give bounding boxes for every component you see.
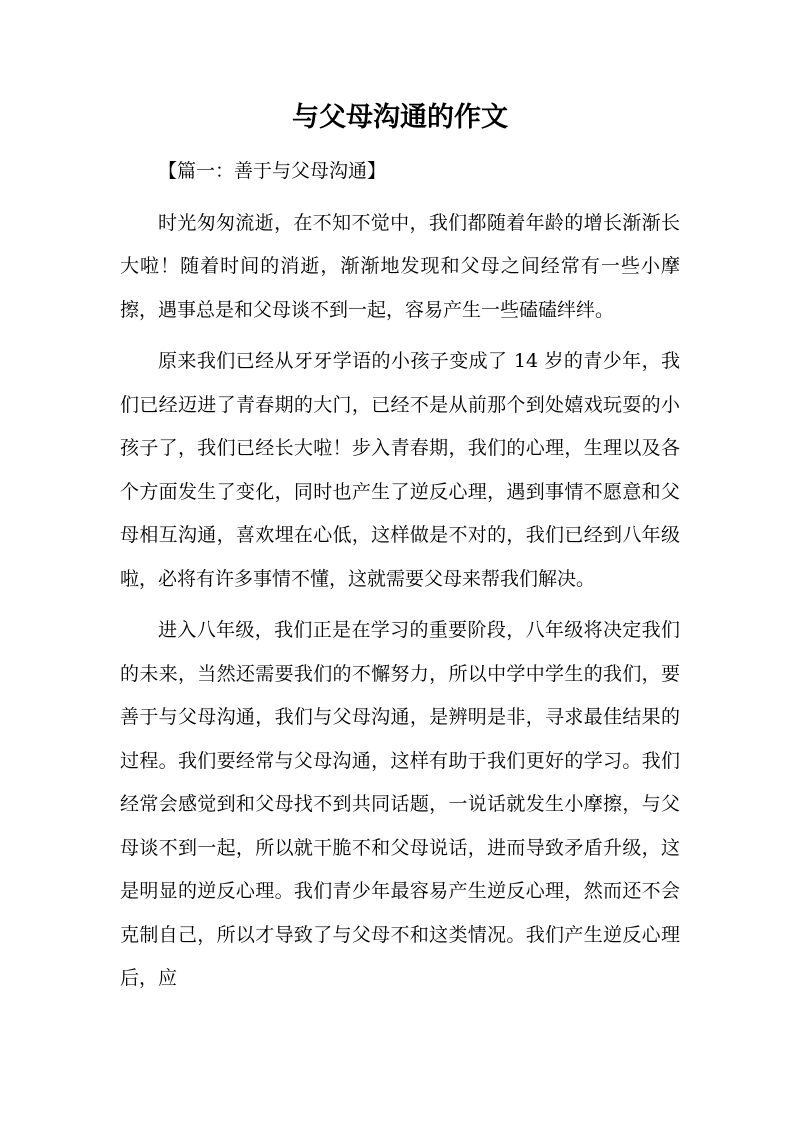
- document-body: [120, 150, 680, 1009]
- paragraph-3: 进入八年级，我们正是在学习的重要阶段，八年级将决定我们的未来，当然还需要我们的不懈努力，所以中学中学生的我们，要善于与父母沟通，我们与父母沟通，是辨明是非，寻求最佳结果的过程。我们要经常与父母沟通，这样有助于我们更好的学习。我们经常会感觉到和父母找不到共同话题，一说话就发生小摩擦，与父母谈不到一起，所以就干脆不和父母说话，进而导致矛盾升级，这是明显的逆反心理。我们青少年最容易产生逆反心理，然而还不会克制自己，所以才导致了与父母不和这类情况。我们产生逆反心理后，应: [120, 619, 680, 989]
- document-title: 与父母沟通的作文: [292, 102, 508, 133]
- paragraph-1: 时光匆匆流逝，在不知不觉中，我们都随着年龄的增长渐渐长大啦！随着时间的消逝，渐渐地发现和父母之间经常有一些小摩擦，遇事总是和父母谈不到一起，容易产生一些磕磕绊绊。: [120, 211, 680, 321]
- section-heading: 【篇一：善于与父母沟通】: [158, 160, 387, 182]
- paragraph-2: 原来我们已经从牙牙学语的小孩子变成了 14 岁的青少年，我们已经迈进了青春期的大门，已经不是从前那个到处嬉戏玩耍的小孩子了，我们已经长大啦！步入青春期，我们的心理，生理以及各个方面发生了变化，同时也产生了逆反心理，遇到事情不愿意和父母相互沟通，喜欢埋在心低，这样做是不对的，我们已经到八年级啦，必将有许多事情不懂，这就需要父母来帮我们解决。: [120, 350, 680, 590]
